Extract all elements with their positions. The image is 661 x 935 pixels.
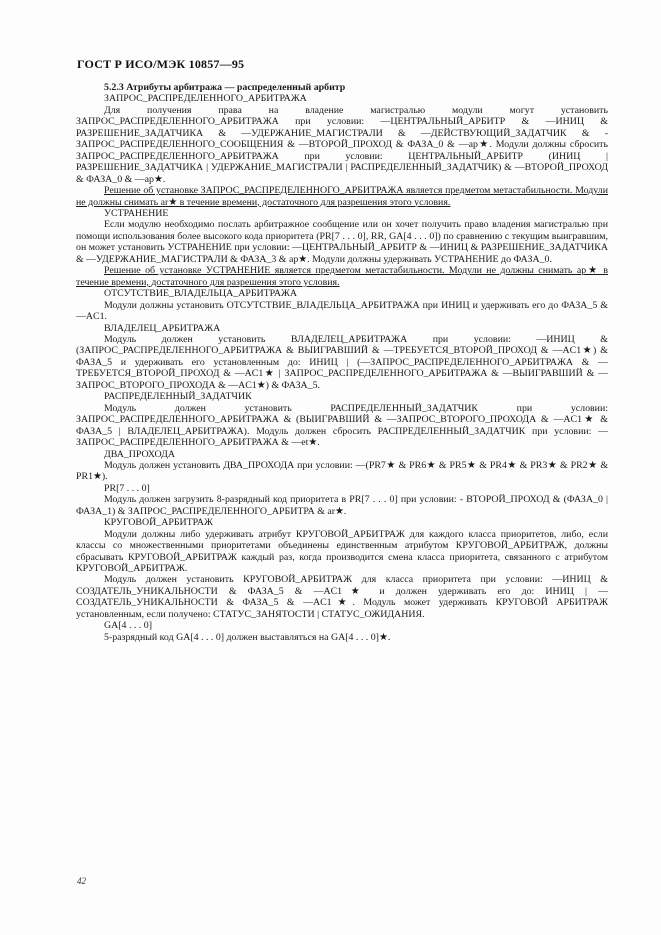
paragraph: Модули должны установить ОТСУТСТВИЕ_ВЛАДЕЛЬЦА_АРБИТРАЖА при ИНИЦ и удерживать его до ФАЗА_5 & —AC1. (76, 299, 608, 323)
underlined-paragraph: Решение об установке ЗАПРОС_РАСПРЕДЕЛЕННОГО_АРБИТРАЖА является предметом метастабильности. Модули не должны снимать ar★ в течение времени, достаточного для разрешения этого условия. (76, 185, 608, 208)
document-body (76, 82, 608, 643)
attribute-heading: ОТСУТСТВИЕ_ВЛАДЕЛЬЦА_АРБИТРАЖА (104, 288, 297, 300)
attribute-heading: УСТРАНЕНИЕ (104, 207, 169, 219)
underlined-paragraph: Решение об установке УСТРАНЕНИЕ является предметом метастабильности. Модули не должны снимать ар★ в течение времени, достаточного для разрешения этого условия. (76, 265, 608, 288)
paragraph: Модуль должен установить КРУГОВОЙ_АРБИТРАЖ для класса приоритета при условии: —ИНИЦ & СОЗДАТЕЛЬ_УНИКАЛЬНОСТИ & ФАЗА_5 & —AC1★ и должен удерживать его до: ИНИЦ | —СОЗДАТЕЛЬ_УНИКАЛЬНОСТИ & ФАЗА_5 & —AC1★. Модуль может удерживать КРУГОВОЙ АРБИТРАЖ установленным, если получено: СТАТУС_ЗАНЯТОСТИ | СТАТУС_ОЖИДАНИЯ. (76, 574, 608, 620)
paragraph: Модуль должен установить РАСПРЕДЕЛЕННЫЙ_ЗАДАТЧИК при условии: ЗАПРОС_РАСПРЕДЕЛЕННОГО_АРБИТРАЖА & (ВЫИГРАВШИЙ & —ЗАПРОС_ВТОРОГО_ПРОХОДА & —AC1★ & ФАЗА_5 | ВЛАДЕЛЕЦ_АРБИТРАЖА). Модуль должен сбросить РАСПРЕДЕЛЕННЫЙ_ЗАДАТЧИК при условии: —ЗАПРОС_РАСПРЕДЕЛЕННОГО_АРБИТРАЖА & —et★. (76, 402, 608, 449)
attribute-heading: ВЛАДЕЛЕЦ_АРБИТРАЖА (104, 322, 221, 334)
attribute-heading: ДВА_ПРОХОДА (104, 448, 176, 460)
paragraph: Для получения права на владение магистралью модули могут установить ЗАПРОС_РАСПРЕДЕЛЕННОГО_АРБИТРАЖА при условии: —ЦЕНТРАЛЬНЫЙ_АРБИТР & —ИНИЦ & РАЗРЕШЕНИЕ_ЗАДАТЧИКА & —УДЕРЖАНИЕ_МАГИСТРАЛИ & —ДЕЙСТВУЮЩИЙ_ЗАДАТЧИК & - ЗАПРОС_РАСПРЕДЕЛЕННОГО_СООБЩЕНИЯ & —ВТОРОЙ_ПРОХОД & ФАЗА_0 & —ар★. Модули должны сбросить ЗАПРОС_РАСПРЕДЕЛЕННОГО_АРБИТРАЖА при условии: ЦЕНТРАЛЬНЫЙ_АРБИТР (ИНИЦ | РАЗРЕШЕНИЕ_ЗАДАТЧИКА | УДЕРЖАНИЕ_МАГИСТРАЛИ | РАСПРЕДЕЛЕННЫЙ_ЗАДАТЧИК) & —ВТОРОЙ_ПРОХОД & ФАЗА_0 & —ар★. (76, 104, 608, 185)
document-header: ГОСТ Р ИСО/МЭК 10857—95 (77, 57, 245, 71)
attribute-heading: РАСПРЕДЕЛЕННЫЙ_ЗАДАТЧИК (104, 391, 252, 403)
paragraph: Модули должны либо удерживать атрибут КРУГОВОЙ_АРБИТРАЖ для каждого класса приоритетов, либо, если классы со множественными приоритетами объединены единственным атрибутом КРУГОВОЙ_АРБИТРАЖ, должны сбрасывать КРУГОВОЙ_АРБИТРАЖ каждый раз, когда производится смена класса приоритета, связанного с атрибутом КРУГОВОЙ_АРБИТРАЖ. (76, 528, 608, 575)
attribute-heading: ЗАПРОС_РАСПРЕДЕЛЕННОГО_АРБИТРАЖА (104, 93, 307, 105)
attribute-heading: GA[4 . . . 0] (104, 620, 152, 632)
paragraph: Модуль должен загрузить 8-разрядный код приоритета в PR[7 . . . 0] при условии: - ВТОРОЙ_ПРОХОД & (ФАЗА_0 | ФАЗА_1) & ЗАПРОС_РАСПРЕДЕЛЕННОГО_АРБИТРА & ar★. (76, 494, 608, 517)
page-number: 42 (77, 876, 86, 886)
section-heading: 5.2.3 Атрибуты арбитража — распределенный арбитр (104, 82, 346, 93)
paragraph: Если модулю необходимо послать арбитражное сообщение или он хочет получить право владения магистралью при помощи использования более высокого кода приоритета (PR[7 . . . 0], RR, GA[4 . . . 0]) по сравнению с текущим выигравшим, он может установить УСТРАНЕНИЕ при условии: —ЦЕНТРАЛЬНЫЙ_АРБИТР & —ИНИЦ & РАЗРЕШЕНИЕ_ЗАДАТЧИКА & —УДЕРЖАНИЕ_МАГИСТРАЛИ & ФАЗА_3 & ар★. Модули должны удерживать УСТРАНЕНИЕ до ФАЗА_0. (76, 219, 608, 265)
attribute-heading: КРУГОВОЙ_АРБИТРАЖ (104, 517, 213, 529)
paragraph: Модуль должен установить ДВА_ПРОХОДА при условии: —(PR7★ & PR6★ & PR5★ & PR4★ & PR3★ & PR2★ & PR1★). (76, 459, 608, 483)
attribute-heading: PR[7 . . . 0] (104, 482, 150, 494)
paragraph: Модуль должен установить ВЛАДЕЛЕЦ_АРБИТРАЖА при условии: —ИНИЦ & (ЗАПРОС_РАСПРЕДЕЛЕННОГО_АРБИТРАЖА & ВЫИГРАВШИЙ & —ТРЕБУЕТСЯ_ВТОРОЙ_ПРОХОД & —AC1★) & ФАЗА_5 и удерживать его установленным до: ИНИЦ | (—ЗАПРОС_РАСПРЕДЕЛЕННОГО_АРБИТРАЖА & —ТРЕБУЕТСЯ_ВТОРОЙ_ПРОХОД & —AC1★ | ЗАПРОС_РАСПРЕДЕЛЕННОГО_АРБИТРАЖА & —ВЫИГРАВШИЙ & —ЗАПРОС_ВТОРОГО_ПРОХОДА & —AC1★) & ФАЗА_5. (76, 333, 608, 391)
paragraph: 5-разрядный код GA[4 . . . 0] должен выставляться на GA[4 . . . 0]★. (104, 631, 391, 643)
